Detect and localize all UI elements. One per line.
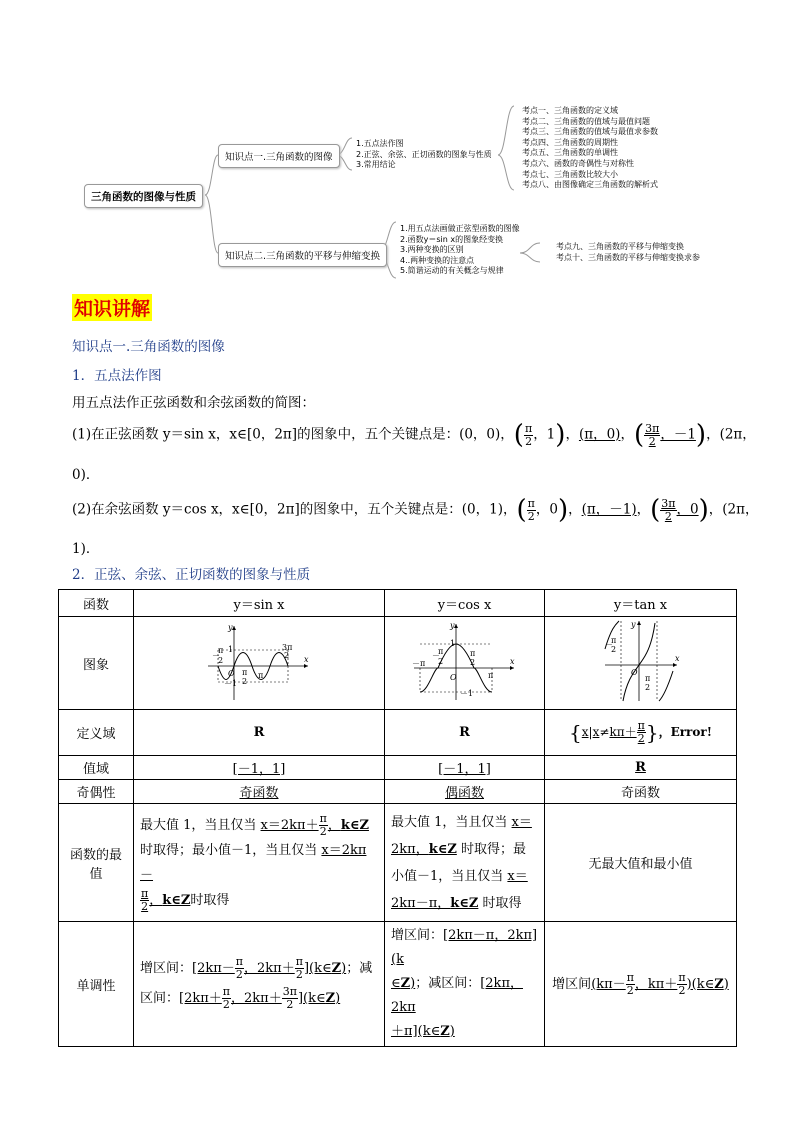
svg-text:2: 2: [610, 645, 616, 654]
svg-text:－π: －π: [411, 659, 425, 668]
svg-text:2: 2: [218, 656, 224, 665]
svg-text:O: O: [630, 668, 638, 677]
mindmap-node-2: 知识点二.三角函数的平移与伸缩变换: [218, 243, 387, 267]
svg-text:π: π: [644, 674, 650, 683]
sin-keypoints: (1)在正弦函数 y＝sin x，x∈[0，2π]的图象中，五个关键点是：(0，0)，( $\frac{\pi}{2}$ ，1)，(π，0)，( $\frac{3\pi}{2}$ ，－1)，(2π，: [72, 420, 756, 450]
cos-keypoints-end: 1)．: [72, 541, 100, 557]
svg-text:y: y: [630, 620, 636, 629]
svg-text:π: π: [242, 668, 248, 677]
svg-text:x: x: [674, 654, 680, 663]
svg-text:π: π: [610, 636, 616, 645]
svg-text:1: 1: [449, 639, 455, 648]
header-function: 函数: [59, 590, 134, 617]
svg-text:x: x: [304, 655, 309, 664]
sin-domain: R: [134, 710, 385, 756]
svg-text:2: 2: [284, 651, 290, 660]
cos-parity: 偶函数: [385, 780, 545, 804]
sin-keypoints-end: 0)．: [72, 467, 100, 483]
row-domain-label: 定义域: [59, 710, 134, 756]
svg-text:y: y: [449, 621, 455, 630]
header-cos: y＝cos x: [385, 590, 545, 617]
tan-graph: [601, 619, 681, 703]
sin-graph-cell: [134, 617, 385, 710]
sin-graph: [204, 620, 314, 702]
svg-text:x: x: [509, 657, 515, 666]
mindmap-node2-items: 1.用五点法画做正弦型函数的图像 2.函数y＝sin x的图象经变换 3.两种变换的区别 4..两种变换的注意点 5.简谐运动的有关概念与规律: [400, 224, 520, 276]
cos-extreme: 最大值 1，当且仅当 x＝ 2kπ，k∈Z 时取得；最 小值－1，当且仅当 x＝ 2kπ－π，k∈Z 时取得: [385, 804, 545, 922]
cos-graph-cell: [385, 617, 545, 710]
mindmap-root: 三角函数的图像与性质: [84, 184, 203, 208]
cos-range: [－1，1]: [385, 756, 545, 780]
svg-text:3π: 3π: [282, 643, 293, 652]
tan-range: R: [545, 756, 737, 780]
subheading-graphs-properties: 2．正弦、余弦、正切函数的图象与性质: [72, 567, 311, 583]
mindmap-node2-topics: 考点九、三角函数的平移与伸缩变换 考点十、三角函数的平移与伸缩变换求参: [556, 242, 700, 262]
row-parity-label: 奇偶性: [59, 780, 134, 804]
cos-graph: [410, 620, 520, 702]
svg-text:O: O: [449, 673, 457, 682]
sin-extreme: 最大值 1，当且仅当 x＝2kπ＋ $\frac{\pi}{2}$ ，k∈Z 时取得；最小值－1，当且仅当 x＝2kπ－ $\frac{\pi}{2}$ ，k∈Z时取得: [134, 804, 385, 922]
subheading-five-point: 1．五点法作图: [72, 368, 162, 384]
section-title: 知识点一.三角函数的图像: [72, 339, 225, 355]
tan-domain: {x|x≠kπ＋ $\frac{\pi}{2}$ }，Error!: [545, 710, 737, 756]
svg-text:π: π: [258, 671, 264, 680]
row-extreme-label: 函数的最值: [59, 804, 134, 922]
mindmap-node1-items: 1.五点法作图 2.正弦、余弦、正切函数的图象与性质 3.常用结论: [356, 139, 492, 170]
intro-text: 用五点法作正弦函数和余弦函数的简图：: [72, 395, 315, 411]
row-range-label: 值域: [59, 756, 134, 780]
header-sin: y＝sin x: [134, 590, 385, 617]
sin-monotonic: 增区间：[2kπ－ $\frac{\pi}{2}$ ，2kπ＋ $\frac{\pi}{2}$ ](k∈Z)；减 区间：[2kπ＋ $\frac{\pi}{2}$ ，2kπ＋ $\frac{3\pi}{2}$ ](k∈Z): [134, 922, 385, 1047]
row-mono-label: 单调性: [59, 922, 134, 1047]
mindmap-node1-topics: 考点一、三角函数的定义域 考点二、三角函数的值域与最值问题 考点三、三角函数的值域与最值求参数 考点四、三角函数的周期性 考点五、三角函数的单调性 考点六、函数的奇偶性与对称性 考点七、三角函数比较大小 考点八、由图像确定三角函数的解析式: [522, 106, 658, 190]
svg-text:π: π: [437, 647, 443, 656]
tan-parity: 奇函数: [545, 780, 737, 804]
svg-text:π: π: [487, 671, 493, 680]
svg-text:－: －: [604, 640, 613, 649]
trig-properties-table: [58, 589, 737, 1047]
svg-text:－1: －1: [459, 689, 473, 698]
svg-text:－1: －1: [224, 679, 238, 688]
svg-text:π: π: [218, 646, 224, 655]
svg-text:2: 2: [437, 657, 443, 666]
tan-monotonic: 增区间(kπ－ $\frac{\pi}{2}$ ，kπ＋ $\frac{\pi}{2}$ )(k∈Z): [545, 922, 737, 1047]
tan-graph-cell: [545, 617, 737, 710]
tan-extreme: 无最大值和最小值: [545, 804, 737, 922]
cos-keypoints: (2)在余弦函数 y＝cos x，x∈[0，2π]的图象中，五个关键点是：(0，1)，( $\frac{\pi}{2}$ ，0)，(π，－1)，( $\frac{3\pi}{2}$ ，0)，(2π，: [72, 495, 759, 525]
svg-text:2: 2: [644, 683, 650, 692]
svg-text:O: O: [228, 669, 235, 678]
row-graph-label: 图象: [59, 617, 134, 710]
section-heading: 知识讲解: [72, 294, 152, 321]
cos-monotonic: 增区间：[2kπ－π，2kπ](k ∈Z)；减区间：[2kπ，2kπ ＋π](k∈Z): [385, 922, 545, 1047]
sin-parity: 奇函数: [134, 780, 385, 804]
sin-range: [－1，1]: [134, 756, 385, 780]
svg-text:π: π: [469, 649, 475, 658]
cos-domain: R: [385, 710, 545, 756]
svg-text:2: 2: [469, 658, 475, 667]
svg-text:－: －: [212, 651, 220, 660]
svg-text:－: －: [431, 651, 440, 660]
svg-text:1: 1: [228, 645, 234, 654]
header-tan: y＝tan x: [545, 590, 737, 617]
svg-text:y: y: [228, 623, 233, 632]
svg-text:2: 2: [242, 677, 248, 686]
mindmap-node-1: 知识点一.三角函数的图像: [218, 144, 340, 168]
